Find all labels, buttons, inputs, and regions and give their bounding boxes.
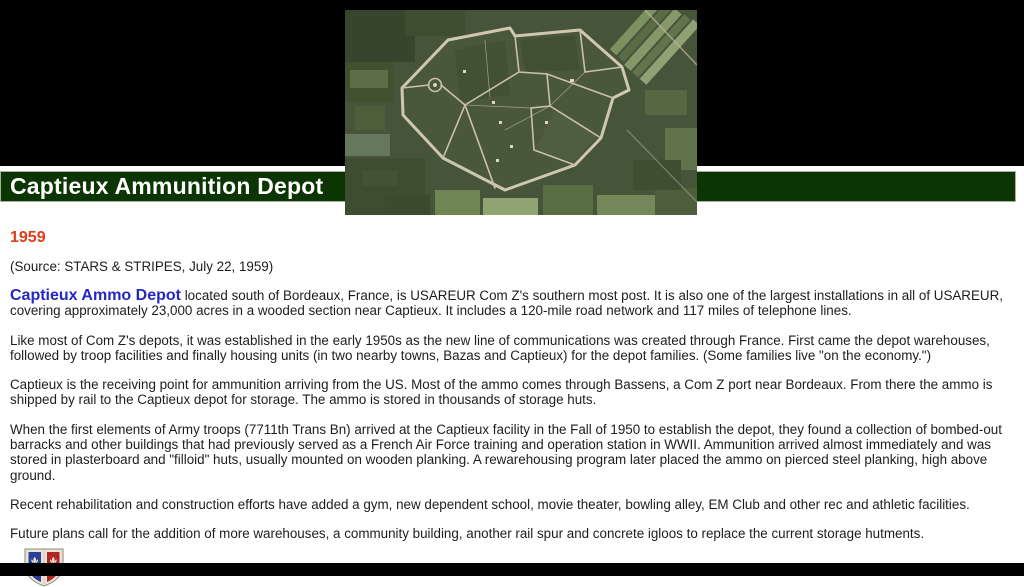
paragraph-rehabilitation: Recent rehabilitation and construction efforts have added a gym, new dependent school, movie theater, bowling alley, EM Club and other rec and athletic facilities. — [10, 496, 970, 512]
paragraph-intro-text: located south of Bordeaux, France, is USAREUR Com Z's southern most post. It is also one of the largest installations in all of USAREUR, covering approximately 23,000 acres in a wooded section near Captieux. It includes a 120-mile road network and 117 miles of telephone lines. — [10, 288, 1003, 319]
paragraph-receiving: Captieux is the receiving point for ammunition arriving from the US. Most of the ammo comes through Bassens, a Com Z port near Bordeaux. From there the ammo is shipped by rail to the Captieux depot for storage. The ammo is stored in thousands of storage huts. — [10, 377, 993, 408]
aerial-photo-captieux-depot — [345, 10, 697, 215]
depot-lead-term: Captieux Ammo Depot — [10, 287, 181, 304]
paragraph-future-plans: Future plans call for the addition of more warehouses, a community building, another rail spur and concrete igloos to replace the current storage hutments. — [10, 526, 925, 542]
article-content — [0, 229, 1024, 587]
aerial-photo-image — [345, 10, 697, 215]
source-line: (Source: STARS & STRIPES, July 22, 1959) — [10, 259, 274, 274]
paragraph-intro — [10, 288, 1014, 319]
paragraph-first-troops: When the first elements of Army troops (7711th Trans Bn) arrived at the Captieux facility in the Fall of 1950 to establish the depot, they found a collection of bombed-out barracks and other buildings that had previously served as a French Air Force training and operation station in WWII. Ammunition arrived almost immediately and was stored in plasterboard and "filloid" huts, usually mounted on wooden planking. A rewarehousing program later placed the ammo on pierced steel planking, high above ground. — [10, 421, 1002, 483]
bottom-black-bar — [0, 563, 1024, 576]
year-heading: 1959 — [10, 229, 46, 246]
page-title: Captieux Ammunition Depot — [10, 173, 324, 199]
paragraph-history: Like most of Com Z's depots, it was established in the early 1950s as the new line of communications was created through France. First came the depot warehouses, followed by troop facilities and finally housing units (in two nearby towns, Bazas and Captieux) for the depot families. (Some families live "on the economy.") — [10, 332, 990, 363]
